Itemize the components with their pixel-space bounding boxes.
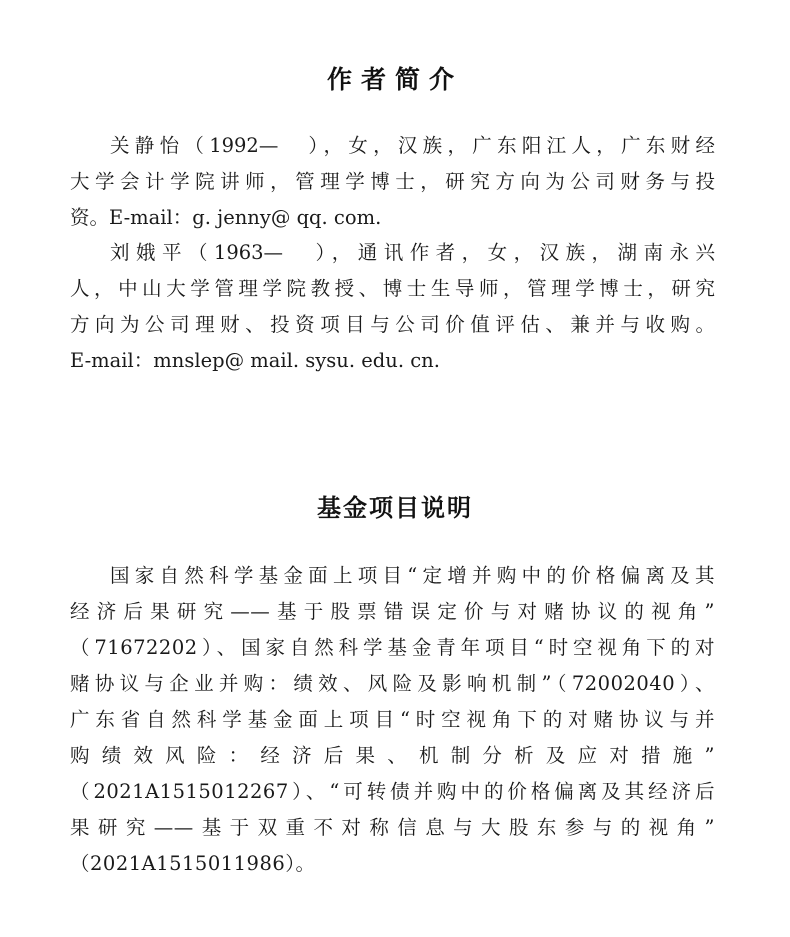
fund-line: 经济后果研究——基于股票错误定价与对赌协议的视角” xyxy=(70,600,715,623)
fund-line: 果研究——基于双重不对称信息与大股东参与的视角” xyxy=(70,816,715,839)
fund-line: 购绩效风险：经济后果、机制分析及应对措施” xyxy=(70,744,715,767)
fund-line: （71672202）、国家自然科学基金青年项目“时空视角下的对 xyxy=(70,636,715,659)
bio-line: 人，中山大学管理学院教授、博士生导师，管理学博士，研究 xyxy=(70,277,715,300)
bio-line: 大学会计学院讲师，管理学博士，研究方向为公司财务与投 xyxy=(70,170,715,193)
fund-line: （2021A1515012267）、“可转债并购中的价格偏离及其经济后 xyxy=(70,780,715,803)
fund-line: 广东省自然科学基金面上项目“时空视角下的对赌协议与并 xyxy=(70,708,715,731)
fund-description xyxy=(70,558,715,882)
author-bio-liu xyxy=(70,235,715,379)
fund-line: 国家自然科学基金面上项目“定增并购中的价格偏离及其 xyxy=(110,564,715,587)
bio-line: 方向为公司理财、投资项目与公司价值评估、兼并与收购。 xyxy=(70,313,715,336)
fund-line: 赌协议与企业并购：绩效、风险及影响机制”（72002040）、 xyxy=(70,672,715,695)
bio-line: 关静怡（1992— ），女，汉族，广东阳江人，广东财经 xyxy=(110,134,715,157)
bio-line: E-mail：mnslep@ mail. sysu. edu. cn. xyxy=(70,349,440,372)
bio-line: 刘娥平（1963— ），通讯作者，女，汉族，湖南永兴 xyxy=(110,241,715,264)
bio-line: 资。E-mail：g. jenny@ qq. com. xyxy=(70,206,382,229)
fund-line: （2021A1515011986）。 xyxy=(70,852,316,875)
fund-section-title: 基金项目说明 xyxy=(317,494,473,522)
author-bio-guan xyxy=(70,128,715,236)
authors-section-title: 作者简介 xyxy=(326,65,463,94)
